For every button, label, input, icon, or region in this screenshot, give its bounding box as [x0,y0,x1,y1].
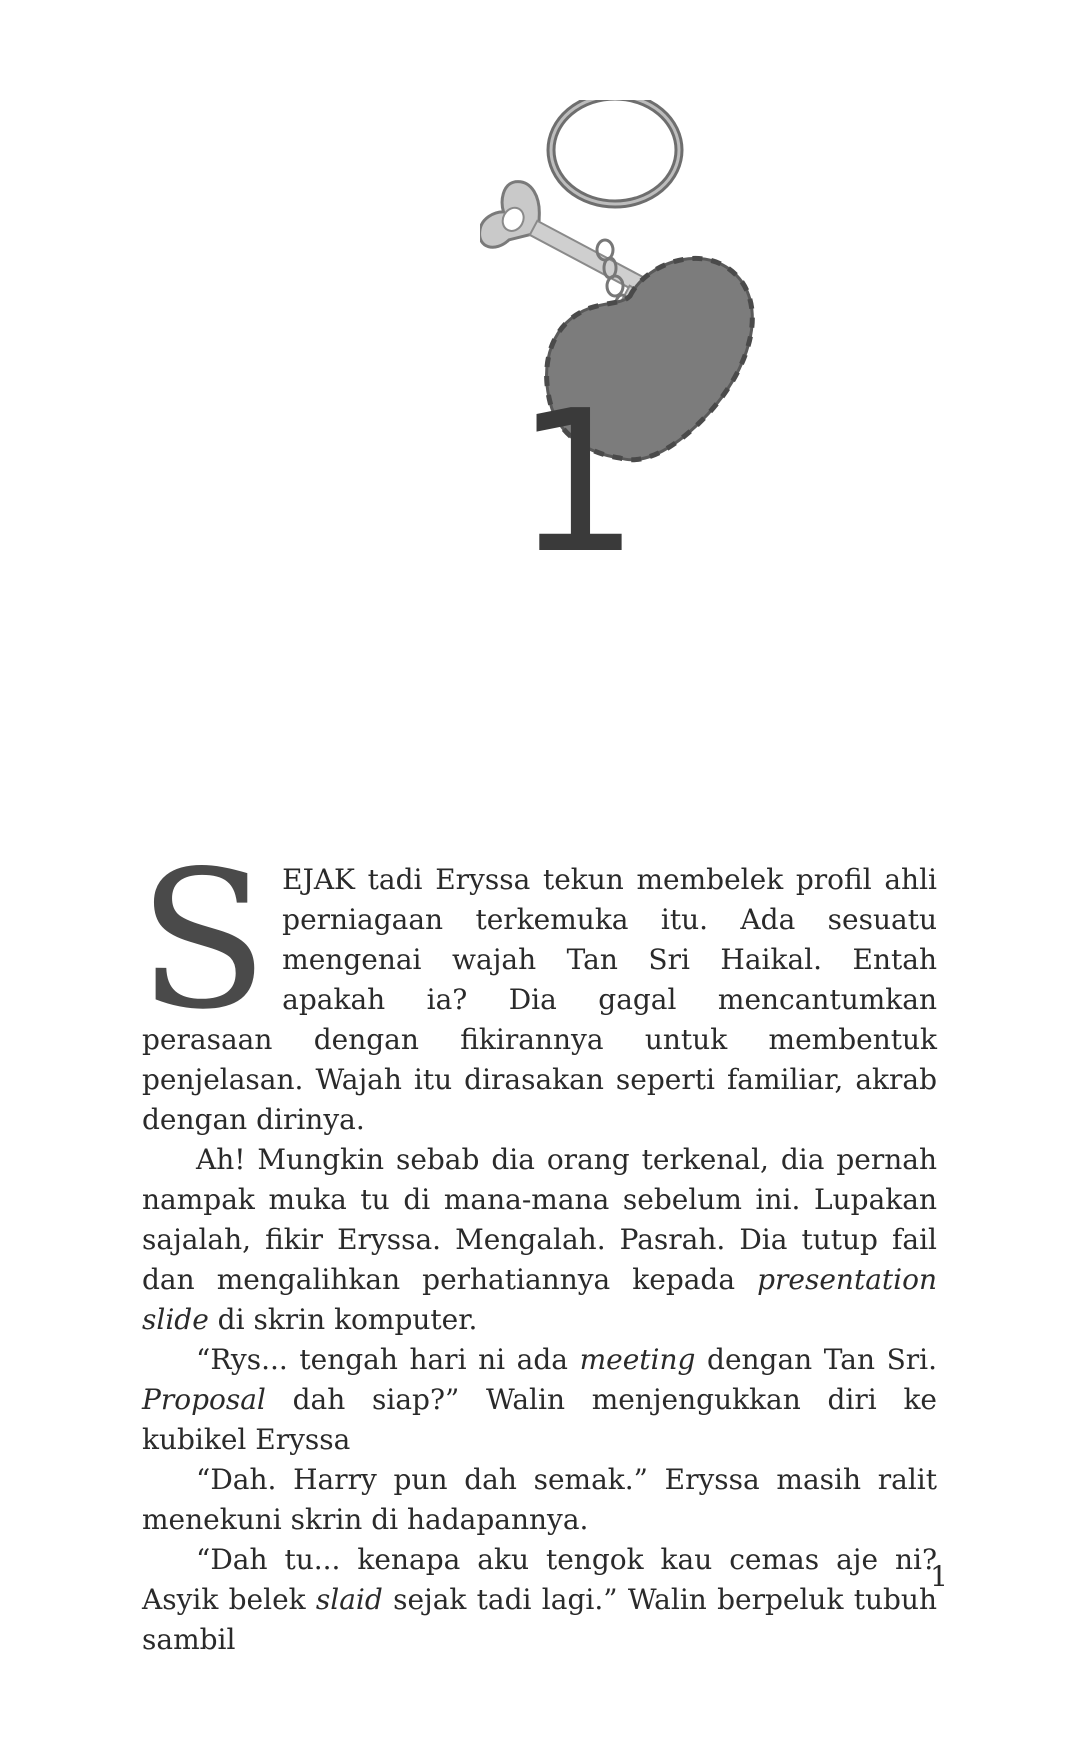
paragraph [142,1540,937,1660]
italic-text: meeting [579,1343,696,1376]
page-number: 1 [930,1560,948,1593]
paragraph [138,830,937,1140]
italic-text: Proposal [142,1383,266,1416]
text-run: “Dah. Harry pun dah semak.” Eryssa masih ralit menekuni skrin di hadapannya. [142,1463,937,1536]
text-run: dah siap?” Walin menjengukkan diri ke kubikel Eryssa [142,1383,937,1456]
text-run: EJAK tadi Eryssa tekun membelek profil ahli perniagaan terkemuka itu. Ada sesuatu mengenai wajah Tan Sri Haikal. Entah apakah ia? Dia gagal mencantumkan perasaan dengan fikirannya untuk membentuk penjelasan. Wajah itu dirasakan seperti familiar, akrab dengan dirinya. [142,863,937,1136]
text-run: di skrin komputer. [208,1303,478,1336]
text-run: sejak tadi lagi.” Walin berpeluk tubuh sambil [142,1583,937,1656]
italic-text: presentation slide [142,1263,937,1336]
drop-cap: S [138,830,269,1051]
chapter-number: 1 [515,369,636,597]
text-run: Ah! Mungkin sebab dia orang terkenal, dia pernah nampak muka tu di mana-mana sebelum ini. Lupakan sajalah, fikir Eryssa. Mengalah. Pasrah. Dia tutup fail dan mengalihkan perhatiannya kepada [142,1143,937,1296]
text-run: “Dah tu... kenapa aku tengok kau cemas aje ni? Asyik belek [142,1543,937,1616]
paragraph [142,1140,937,1340]
paragraph [142,1340,937,1460]
text-run: “Rys... tengah hari ni ada [196,1343,580,1376]
chapter-body [138,830,938,1660]
text-run: dengan Tan Sri. [695,1343,938,1376]
paragraph [142,1460,937,1540]
italic-text: slaid [315,1583,383,1616]
